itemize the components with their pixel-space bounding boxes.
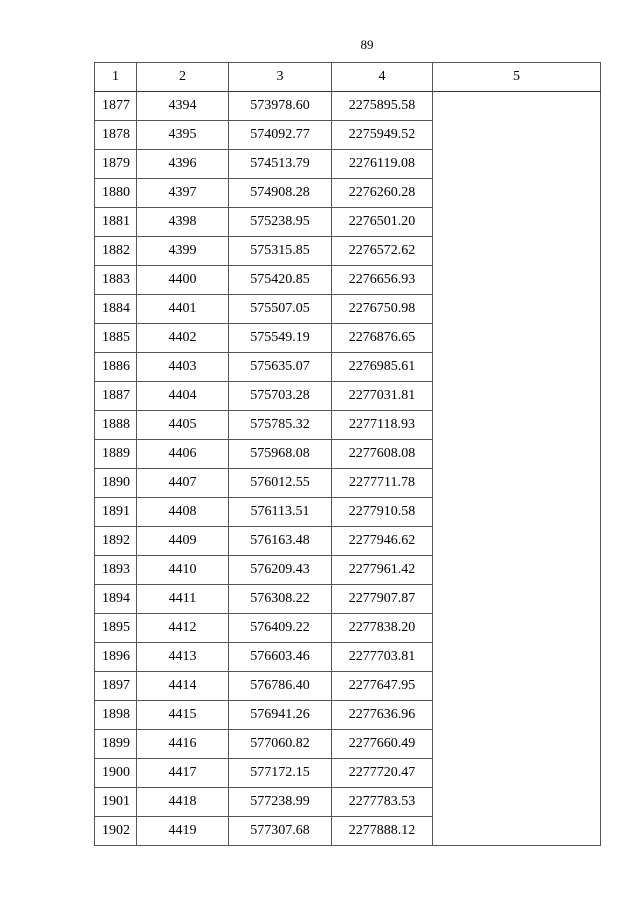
cell-x-coordinate: 575238.95 — [229, 208, 332, 237]
cell-point-number: 1886 — [95, 353, 137, 382]
cell-x-coordinate: 574908.28 — [229, 179, 332, 208]
cell-id: 4398 — [137, 208, 229, 237]
cell-point-number: 1899 — [95, 730, 137, 759]
cell-y-coordinate: 2277711.78 — [332, 469, 433, 498]
column-header-2: 2 — [137, 63, 229, 92]
cell-x-coordinate: 577172.15 — [229, 759, 332, 788]
cell-id: 4419 — [137, 817, 229, 846]
cell-x-coordinate: 576163.48 — [229, 527, 332, 556]
cell-id: 4400 — [137, 266, 229, 295]
cell-y-coordinate: 2277910.58 — [332, 498, 433, 527]
cell-x-coordinate: 576786.40 — [229, 672, 332, 701]
cell-x-coordinate: 577307.68 — [229, 817, 332, 846]
cell-point-number: 1883 — [95, 266, 137, 295]
cell-point-number: 1877 — [95, 92, 137, 121]
cell-y-coordinate: 2276985.61 — [332, 353, 433, 382]
cell-point-number: 1892 — [95, 527, 137, 556]
cell-point-number: 1890 — [95, 469, 137, 498]
cell-id: 4414 — [137, 672, 229, 701]
cell-point-number: 1879 — [95, 150, 137, 179]
cell-y-coordinate: 2276876.65 — [332, 324, 433, 353]
cell-id: 4411 — [137, 585, 229, 614]
cell-id: 4396 — [137, 150, 229, 179]
cell-id: 4404 — [137, 382, 229, 411]
cell-y-coordinate: 2276656.93 — [332, 266, 433, 295]
cell-point-number: 1878 — [95, 121, 137, 150]
cell-y-coordinate: 2275895.58 — [332, 92, 433, 121]
cell-id: 4399 — [137, 237, 229, 266]
cell-id: 4413 — [137, 643, 229, 672]
cell-notes — [433, 92, 601, 846]
cell-id: 4401 — [137, 295, 229, 324]
cell-y-coordinate: 2276572.62 — [332, 237, 433, 266]
cell-y-coordinate: 2277636.96 — [332, 701, 433, 730]
cell-id: 4395 — [137, 121, 229, 150]
cell-y-coordinate: 2277703.81 — [332, 643, 433, 672]
cell-point-number: 1887 — [95, 382, 137, 411]
cell-point-number: 1894 — [95, 585, 137, 614]
cell-y-coordinate: 2276260.28 — [332, 179, 433, 208]
cell-x-coordinate: 574092.77 — [229, 121, 332, 150]
cell-id: 4415 — [137, 701, 229, 730]
cell-id: 4410 — [137, 556, 229, 585]
cell-x-coordinate: 575315.85 — [229, 237, 332, 266]
cell-point-number: 1901 — [95, 788, 137, 817]
cell-x-coordinate: 575507.05 — [229, 295, 332, 324]
cell-x-coordinate: 575635.07 — [229, 353, 332, 382]
cell-point-number: 1885 — [95, 324, 137, 353]
cell-x-coordinate: 575549.19 — [229, 324, 332, 353]
cell-point-number: 1896 — [95, 643, 137, 672]
cell-id: 4403 — [137, 353, 229, 382]
cell-x-coordinate: 576941.26 — [229, 701, 332, 730]
column-header-4: 4 — [332, 63, 433, 92]
cell-x-coordinate: 575420.85 — [229, 266, 332, 295]
table-header — [95, 63, 601, 92]
cell-y-coordinate: 2277608.08 — [332, 440, 433, 469]
cell-y-coordinate: 2276501.20 — [332, 208, 433, 237]
cell-x-coordinate: 577238.99 — [229, 788, 332, 817]
cell-x-coordinate: 576308.22 — [229, 585, 332, 614]
cell-id: 4416 — [137, 730, 229, 759]
cell-id: 4409 — [137, 527, 229, 556]
cell-y-coordinate: 2277838.20 — [332, 614, 433, 643]
cell-y-coordinate: 2277946.62 — [332, 527, 433, 556]
cell-id: 4418 — [137, 788, 229, 817]
cell-x-coordinate: 577060.82 — [229, 730, 332, 759]
cell-y-coordinate: 2277961.42 — [332, 556, 433, 585]
column-header-3: 3 — [229, 63, 332, 92]
cell-y-coordinate: 2277660.49 — [332, 730, 433, 759]
cell-id: 4397 — [137, 179, 229, 208]
cell-x-coordinate: 576012.55 — [229, 469, 332, 498]
cell-y-coordinate: 2277647.95 — [332, 672, 433, 701]
cell-point-number: 1891 — [95, 498, 137, 527]
header-row — [95, 63, 601, 92]
cell-x-coordinate: 576603.46 — [229, 643, 332, 672]
cell-id: 4402 — [137, 324, 229, 353]
cell-y-coordinate: 2277888.12 — [332, 817, 433, 846]
cell-point-number: 1882 — [95, 237, 137, 266]
cell-point-number: 1902 — [95, 817, 137, 846]
table-body — [95, 92, 601, 846]
cell-id: 4407 — [137, 469, 229, 498]
cell-y-coordinate: 2277031.81 — [332, 382, 433, 411]
cell-x-coordinate: 575785.32 — [229, 411, 332, 440]
cell-x-coordinate: 576113.51 — [229, 498, 332, 527]
coordinates-table — [94, 62, 601, 846]
cell-y-coordinate: 2275949.52 — [332, 121, 433, 150]
cell-id: 4412 — [137, 614, 229, 643]
cell-point-number: 1897 — [95, 672, 137, 701]
cell-x-coordinate: 576209.43 — [229, 556, 332, 585]
cell-x-coordinate: 575703.28 — [229, 382, 332, 411]
cell-id: 4417 — [137, 759, 229, 788]
cell-y-coordinate: 2277783.53 — [332, 788, 433, 817]
cell-point-number: 1888 — [95, 411, 137, 440]
cell-id: 4394 — [137, 92, 229, 121]
cell-point-number: 1889 — [95, 440, 137, 469]
cell-point-number: 1898 — [95, 701, 137, 730]
cell-id: 4406 — [137, 440, 229, 469]
cell-point-number: 1900 — [95, 759, 137, 788]
cell-point-number: 1893 — [95, 556, 137, 585]
cell-point-number: 1895 — [95, 614, 137, 643]
cell-id: 4408 — [137, 498, 229, 527]
cell-y-coordinate: 2277720.47 — [332, 759, 433, 788]
column-header-1: 1 — [95, 63, 137, 92]
cell-x-coordinate: 575968.08 — [229, 440, 332, 469]
cell-y-coordinate: 2277907.87 — [332, 585, 433, 614]
cell-x-coordinate: 576409.22 — [229, 614, 332, 643]
cell-y-coordinate: 2276119.08 — [332, 150, 433, 179]
cell-point-number: 1881 — [95, 208, 137, 237]
cell-x-coordinate: 574513.79 — [229, 150, 332, 179]
cell-id: 4405 — [137, 411, 229, 440]
cell-x-coordinate: 573978.60 — [229, 92, 332, 121]
table-row — [95, 92, 601, 121]
cell-y-coordinate: 2277118.93 — [332, 411, 433, 440]
cell-point-number: 1884 — [95, 295, 137, 324]
column-header-5: 5 — [433, 63, 601, 92]
page-number: 89 — [360, 37, 374, 52]
cell-y-coordinate: 2276750.98 — [332, 295, 433, 324]
cell-point-number: 1880 — [95, 179, 137, 208]
